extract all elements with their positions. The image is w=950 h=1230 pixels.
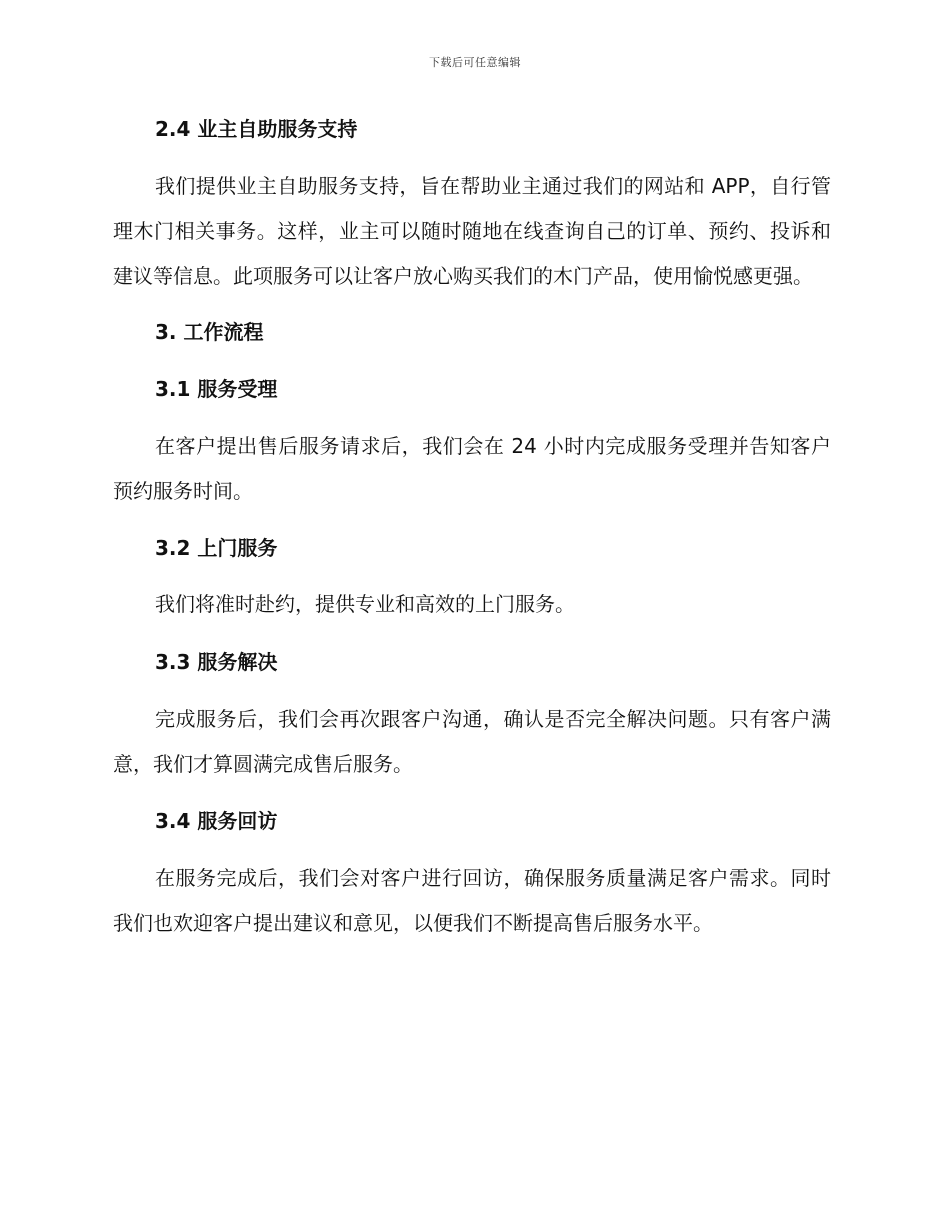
section-paragraph-3-1: 在客户提出售后服务请求后，我们会在 24 小时内完成服务受理并告知客户预约服务时间。 xyxy=(113,434,831,503)
section-paragraph-3-2: 我们将准时赴约，提供专业和高效的上门服务。 xyxy=(155,592,575,616)
section-paragraph-3-4: 在服务完成后，我们会对客户进行回访，确保服务质量满足客户需求。同时我们也欢迎客户提出建议和意见，以便我们不断提高售后服务水平。 xyxy=(113,866,831,935)
section-heading-2-4: 2.4 业主自助服务支持 xyxy=(155,117,358,141)
document-body xyxy=(113,108,831,946)
section-paragraph-3-3: 完成服务后，我们会再次跟客户沟通，确认是否完全解决问题。只有客户满意，我们才算圆满完成售后服务。 xyxy=(113,707,831,776)
section-heading-3: 3. 工作流程 xyxy=(155,320,264,344)
section-heading-3-3: 3.3 服务解决 xyxy=(155,650,278,674)
page-header-note: 下载后可任意编辑 xyxy=(429,56,521,69)
section-heading-3-4: 3.4 服务回访 xyxy=(155,809,278,833)
section-paragraph-2-4: 我们提供业主自助服务支持，旨在帮助业主通过我们的网站和 APP，自行管理木门相关事务。这样，业主可以随时随地在线查询自己的订单、预约、投诉和建议等信息。此项服务可以让客户放心购买我们的木门产品，使用愉悦感更强。 xyxy=(113,174,831,288)
section-heading-3-2: 3.2 上门服务 xyxy=(155,536,278,560)
section-heading-3-1: 3.1 服务受理 xyxy=(155,377,278,401)
